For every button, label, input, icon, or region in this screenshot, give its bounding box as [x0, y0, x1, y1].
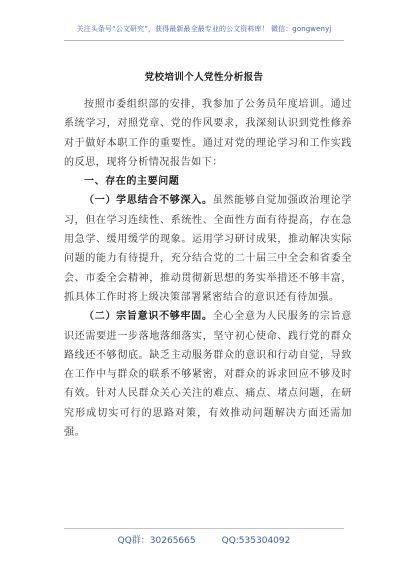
issue-text-2: 全心全意为人民服务的宗旨意识还需要进一步落地落细落实，坚守初心使命、践行党的群众路线还不够彻底。缺乏主动服务群众的意识和行动自觉，导致在工作中与群众的联系不够紧密，对群众的诉求回应不够及时有效。针对人民群众关心关注的难点、痛点、堵点问题，在研究形成切实可行的思路对策，有效推动问题解决方面还需加强。 [64, 311, 352, 439]
footer-qq: QQ:535304092 [221, 536, 291, 546]
footer-qq-group: QQ群：30265665 [117, 536, 196, 546]
section-heading: 一、存在的主要问题 [84, 176, 180, 188]
document-body [64, 95, 352, 442]
header-note: 关注头条号“公文研究”，获得最新最全最专业的公文资料库！ 微信：gongwenyj [76, 25, 332, 33]
issue-label-2: （二）宗旨意识不够牢固。 [84, 311, 213, 323]
header-divider [64, 40, 344, 41]
footer-divider [64, 528, 344, 529]
issue-text-1: 虽然能够自觉加强政治理论学习，但在学习连续性、系统性、全面性方面有待提高，存在急用急学、缓用缓学的现象。运用学习研讨成果，推动解决实际问题的能力有待提升，充分结合党的二十届三中全会和省委全会、市委全会精神，推动贯彻新思想的务实举措还不够丰富，抓具体工作时将上级决策部署紧密结合的意识还有待加强。 [64, 195, 352, 303]
issue-paragraph-1 [64, 191, 352, 307]
document-title: 党校培训个人党性分析报告 [144, 72, 264, 83]
issue-label-1: （一）学思结合不够深入。 [84, 195, 213, 207]
issue-paragraph-2 [64, 307, 352, 442]
footer [0, 533, 408, 546]
intro-paragraph: 按照市委组织部的安排，我参加了公务员年度培训。通过系统学习，对照党章、党的作风要求，我深刻认识到党性修养对于做好本职工作的重要性。通过对党的理论学习和工作实践的反思，现将分析情况报告如下： [64, 99, 352, 168]
